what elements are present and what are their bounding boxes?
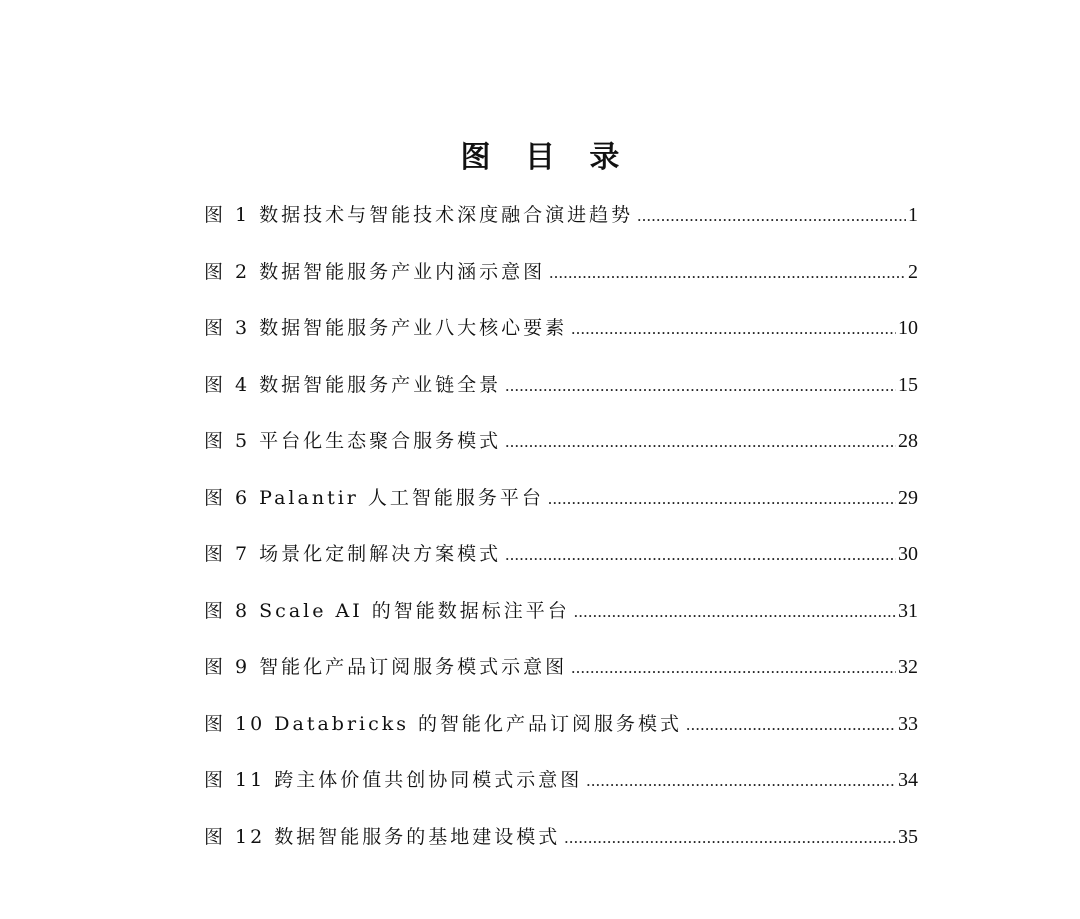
dot-leader [505, 538, 896, 572]
list-item [204, 311, 918, 368]
dot-leader [548, 482, 896, 516]
entry-page-number: 15 [898, 373, 918, 396]
entry-label: 图 9 智能化产品订阅服务模式示意图 [204, 656, 568, 678]
list-item [204, 650, 918, 707]
list-item [204, 594, 918, 651]
entry-label: 图 1 数据技术与智能技术深度融合演进趋势 [204, 204, 634, 226]
entry-page-number: 29 [898, 486, 918, 509]
entry-page-number: 10 [898, 317, 918, 339]
dot-leader [505, 425, 896, 459]
dot-leader [549, 256, 906, 290]
list-item [204, 198, 918, 255]
entry-label: 图 5 平台化生态聚合服务模式 [204, 430, 502, 452]
dot-leader [574, 595, 896, 629]
entry-label: 图 3 数据智能服务产业八大核心要素 [204, 317, 568, 339]
entry-page-number: 28 [898, 430, 918, 452]
list-item [204, 707, 918, 764]
entry-label: 图 6 Palantir 人工智能服务平台 [204, 486, 544, 509]
entry-label: 图 2 数据智能服务产业内涵示意图 [204, 260, 546, 283]
entry-page-number: 1 [908, 204, 918, 226]
dot-leader [564, 821, 896, 855]
entry-label: 图 8 Scale AI 的智能数据标注平台 [204, 599, 570, 622]
entry-label: 图 12 数据智能服务的基地建设模式 [204, 825, 561, 848]
entry-page-number: 31 [898, 599, 918, 622]
page-title: 图 目 录 [460, 140, 632, 175]
list-item [204, 763, 918, 820]
figure-list [204, 198, 918, 876]
entry-page-number: 33 [898, 712, 918, 735]
dot-leader [571, 651, 896, 685]
list-item [204, 368, 918, 425]
dot-leader [686, 708, 896, 742]
list-item [204, 820, 918, 877]
dot-leader [505, 369, 896, 403]
entry-page-number: 35 [898, 825, 918, 848]
list-item [204, 537, 918, 594]
list-item [204, 255, 918, 312]
entry-label: 图 4 数据智能服务产业链全景 [204, 373, 502, 396]
dot-leader [637, 199, 906, 233]
entry-label: 图 11 跨主体价值共创协同模式示意图 [204, 769, 583, 791]
dot-leader [571, 312, 896, 346]
list-item [204, 481, 918, 538]
entry-page-number: 32 [898, 656, 918, 678]
entry-page-number: 34 [898, 769, 918, 791]
entry-label: 图 10 Databricks 的智能化产品订阅服务模式 [204, 712, 683, 735]
entry-label: 图 7 场景化定制解决方案模式 [204, 543, 502, 565]
dot-leader [586, 764, 896, 798]
list-item [204, 424, 918, 481]
entry-page-number: 2 [908, 260, 918, 283]
entry-page-number: 30 [898, 543, 918, 565]
